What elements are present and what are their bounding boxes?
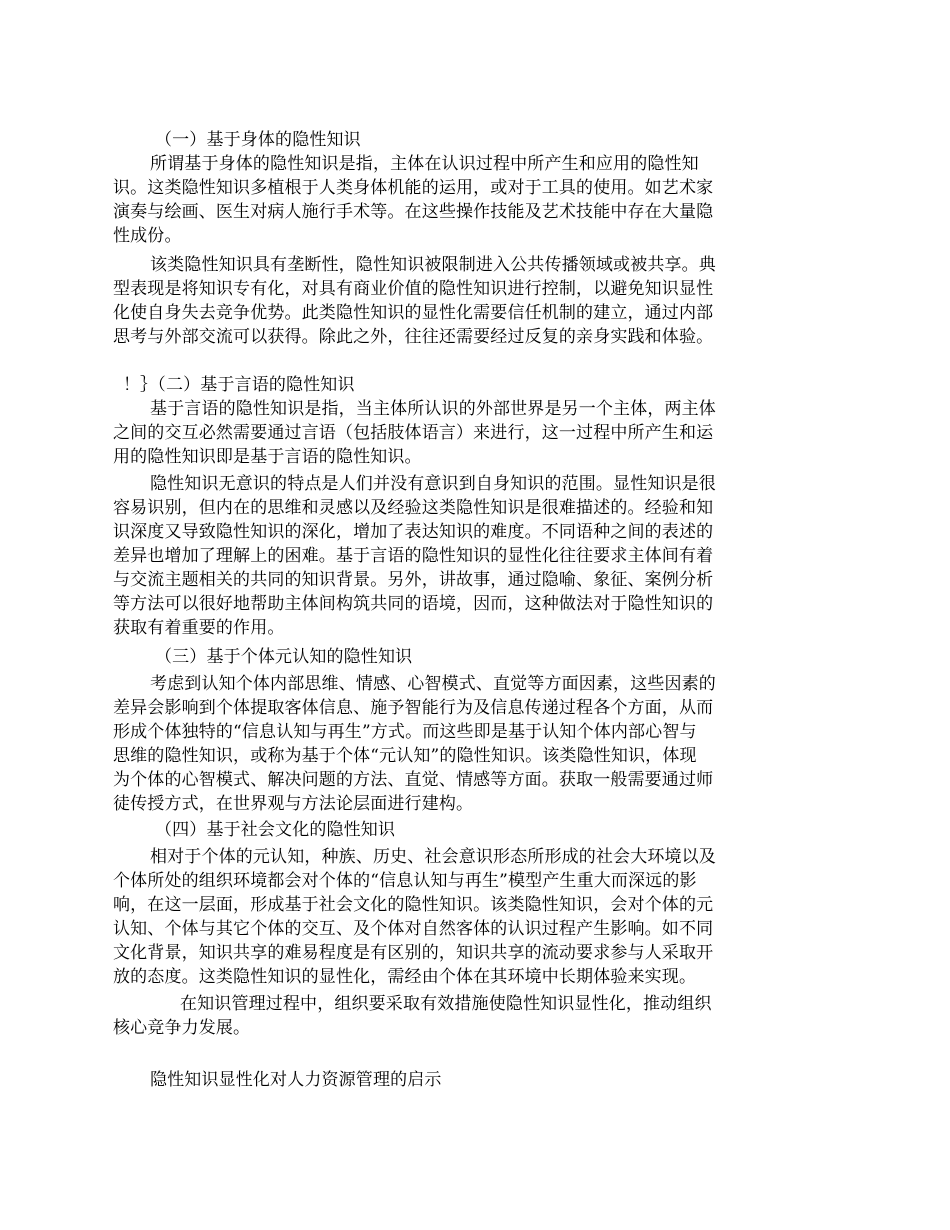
section-heading-2: ！｝（二）基于言语的隐性知识 (123, 375, 355, 395)
paragraph-line: 容易识别，但内在的思维和灵感以及经验这类隐性知识是很难描述的。经验和知 (113, 498, 714, 518)
paragraph-line: 该类隐性知识具有垄断性，隐性知识被限制进入公共传播领域或被共享。典 (150, 255, 716, 275)
section-heading-1: （一）基于身体的隐性知识 (155, 130, 361, 150)
paragraph-line: 之间的交互必然需要通过言语（包括肢体语言）来进行，这一过程中所产生和运 (113, 423, 714, 443)
paragraph-line: 徒传授方式，在世界观与方法论层面进行建构。 (113, 794, 474, 814)
section-heading-5: 隐性知识显性化对人力资源管理的启示 (150, 1070, 442, 1090)
paragraph-line: 响，在这一层面，形成基于社会文化的隐性知识。该类隐性知识，会对个体的元 (113, 895, 714, 915)
paragraph-line: 识深度又导致隐性知识的深化，增加了表达知识的难度。不同语种之间的表述的 (113, 522, 714, 542)
paragraph-line: 识。这类隐性知识多植根于人类身体机能的运用，或对于工具的使用。如艺术家 (113, 178, 714, 198)
paragraph-line: 隐性知识无意识的特点是人们并没有意识到自身知识的范围。显性知识是很 (150, 474, 716, 494)
section-heading-3: （三）基于个体元认知的隐性知识 (155, 647, 413, 667)
paragraph-line: 文化背景，知识共享的难易程度是有区别的，知识共享的流动要求参与人采取开 (113, 943, 714, 963)
paragraph-line: 为个体的心智模式、解决问题的方法、直觉、情感等方面。获取一般需要通过师 (113, 770, 714, 790)
paragraph-line: 差异会影响到个体提取客体信息、施予智能行为及信息传递过程各个方面，从而 (113, 698, 714, 718)
paragraph-line: 型表现是将知识专有化，对具有商业价值的隐性知识进行控制，以避免知识显性 (113, 279, 714, 299)
paragraph-line: 思维的隐性知识，或称为基于个体“元认知”的隐性知识。该类隐性知识，体现 (113, 746, 697, 766)
paragraph-line: 化使自身失去竞争优势。此类隐性知识的显性化需要信任机制的建立，通过内部 (113, 303, 714, 323)
paragraph-line: 考虑到认知个体内部思维、情感、心智模式、直觉等方面因素，这些因素的 (150, 674, 716, 694)
paragraph-line: 获取有着重要的作用。 (113, 618, 285, 638)
paragraph-line: 认知、个体与其它个体的交互、及个体对自然客体的认识过程产生影响。如不同 (113, 919, 714, 939)
paragraph-line: 所谓基于身体的隐性知识是指，主体在认识过程中所产生和应用的隐性知 (150, 154, 699, 174)
paragraph-line: 等方法可以很好地帮助主体间构筑共同的语境，因而，这种做法对于隐性知识的 (113, 594, 714, 614)
paragraph-line: 形成个体独特的“信息认知与再生”方式。而这些即是基于认知个体内部心智与 (113, 722, 697, 742)
paragraph-line: 用的隐性知识即是基于言语的隐性知识。 (113, 447, 422, 467)
section-heading-4: （四）基于社会文化的隐性知识 (155, 820, 396, 840)
paragraph-line: 个体所处的组织环境都会对个体的“信息认知与再生”模型产生重大而深远的影 (113, 871, 697, 891)
paragraph-line: 与交流主题相关的共同的知识背景。另外，讲故事，通过隐喻、象征、案例分析 (113, 570, 714, 590)
paragraph-line: 在知识管理过程中，组织要采取有效措施使隐性知识显性化，推动组织 (180, 994, 712, 1014)
paragraph-line: 核心竞争力发展。 (113, 1018, 251, 1038)
paragraph-line: 相对于个体的元认知，种族、历史、社会意识形态所形成的社会大环境以及 (150, 847, 716, 867)
paragraph-line: 基于言语的隐性知识是指，当主体所认识的外部世界是另一个主体，两主体 (150, 399, 716, 419)
paragraph-line: 思考与外部交流可以获得。除此之外，往往还需要经过反复的亲身实践和体验。 (113, 327, 714, 347)
paragraph-line: 差异也增加了理解上的困难。基于言语的隐性知识的显性化往往要求主体间有着 (113, 546, 714, 566)
paragraph-line: 性成份。 (113, 226, 182, 246)
paragraph-line: 演奏与绘画、医生对病人施行手术等。在这些操作技能及艺术技能中存在大量隐 (113, 202, 714, 222)
paragraph-line: 放的态度。这类隐性知识的显性化，需经由个体在其环境中长期体验来实现。 (113, 967, 697, 987)
